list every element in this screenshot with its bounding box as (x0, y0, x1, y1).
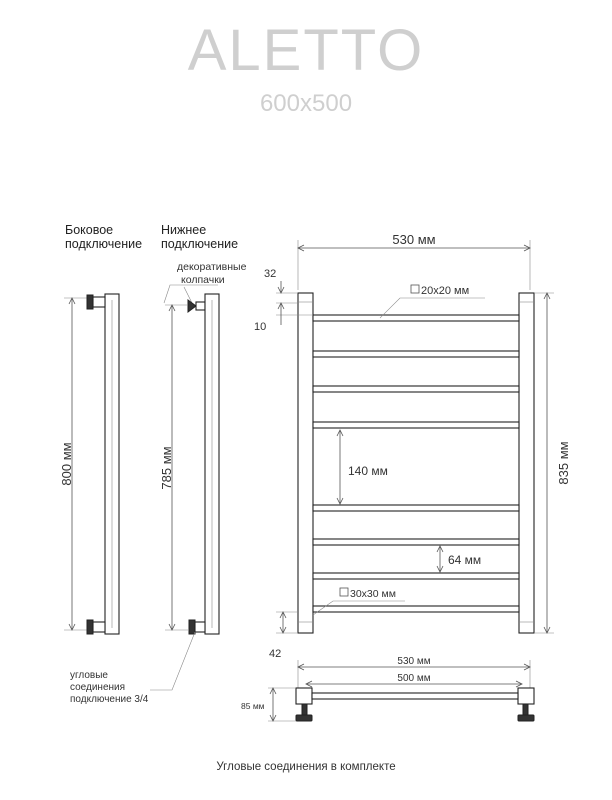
top-bar (312, 693, 518, 699)
top-left-post (296, 688, 312, 704)
top-gap-label: 10 (254, 321, 267, 333)
side-top-fitting (93, 297, 105, 307)
pitch-large-label: 140 мм (348, 464, 388, 478)
rung (313, 386, 519, 392)
rung (313, 351, 519, 357)
rung-profile-label: 20x20 мм (421, 285, 470, 297)
post-profile-label: 30x30 мм (350, 588, 396, 600)
bottom-corner-fitting (195, 622, 205, 632)
footer-note: Угловые соединения в комплекте (216, 761, 396, 773)
top-right-post (518, 688, 534, 704)
product-size: 600x500 (259, 90, 353, 117)
corner-label-line2: соединения (70, 682, 126, 693)
corner-label-line1: угловые (70, 670, 108, 681)
depth-label: 85 мм (241, 701, 265, 711)
rung (313, 606, 519, 612)
rung (313, 315, 519, 321)
square-profile-icon (411, 285, 419, 293)
rung (313, 505, 519, 511)
product-title: ALETTO (187, 18, 425, 83)
bottom-view-heading: Нижнее подключение (161, 223, 239, 251)
right-wall-mount (518, 715, 534, 721)
corner-label-line3: подключение 3/4 (70, 694, 149, 705)
bottom-view-drawing (70, 261, 247, 705)
front-right-post (519, 293, 534, 633)
top-offset-label: 32 (264, 268, 277, 280)
pitch-small-label: 64 мм (448, 553, 482, 567)
side-bottom-fitting (93, 622, 105, 632)
side-view-heading: Боковое подключение (65, 223, 143, 251)
top-view-drawing (241, 656, 534, 721)
front-height-label: 835 мм (556, 441, 571, 485)
bottom-height-label: 785 мм (159, 446, 174, 490)
bottom-offset-label: 42 (269, 648, 282, 660)
front-view-drawing (254, 232, 571, 660)
top-inner-width-label: 500 мм (397, 673, 431, 684)
square-profile-icon (340, 588, 348, 596)
rung (313, 539, 519, 545)
left-wall-mount (296, 715, 312, 721)
rung (313, 422, 519, 428)
front-left-post (298, 293, 313, 633)
top-outer-width-label: 530 мм (397, 656, 431, 667)
side-height-label: 800 мм (59, 442, 74, 486)
caps-label-line1: декоративные (177, 261, 247, 273)
rung (313, 573, 519, 579)
front-width-label: 530 мм (392, 232, 436, 247)
side-view-drawing (59, 294, 119, 634)
caps-label-line2: колпачки (181, 274, 225, 286)
decorative-cap-icon (188, 300, 196, 312)
